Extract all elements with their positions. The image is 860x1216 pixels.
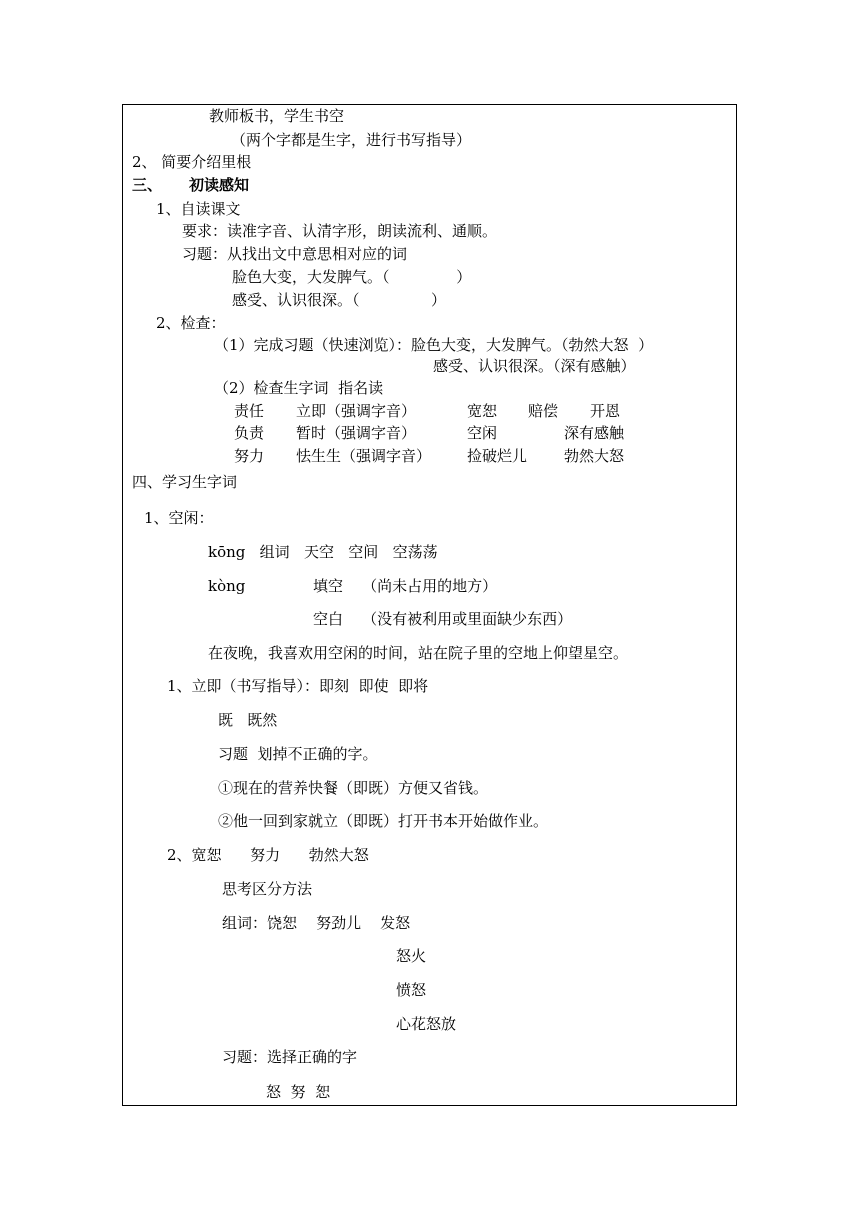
vocab-cell: 开恩 (590, 402, 621, 420)
text-line: 要求：读准字音、认清字形，朗读流利、通顺。 (182, 222, 498, 240)
vocab-cell: 责任 (234, 402, 265, 420)
vocab-cell: 深有感触 (564, 424, 625, 442)
text-line: 2、 简要介绍里根 (132, 153, 252, 171)
section-heading: 四、学习生字词 (132, 473, 238, 491)
text-line: 2、宽恕 努力 勃然大怒 (167, 846, 369, 864)
text-line: ①现在的营养快餐（即既）方便又省钱。 (218, 779, 489, 797)
lesson-plan-table-cell (122, 104, 737, 1106)
text-line: （1）完成习题（快速浏览）：脸色大变，大发脾气。（勃然大怒 ） (214, 336, 654, 354)
vocab-cell: 怯生生（强调字音） (296, 447, 432, 465)
section-number: 三、 (132, 176, 163, 194)
vocab-cell: 暂时（强调字音） (296, 424, 417, 442)
vocab-cell: 赔偿 (528, 402, 559, 420)
text-line: （两个字都是生字，进行书写指导） (231, 131, 472, 149)
text-line: 感受、认识很深。（ ） (232, 291, 447, 309)
text-line: 1、立即（书写指导）：即刻 即使 即将 (167, 677, 429, 695)
vocab-cell: 宽恕 (467, 402, 498, 420)
text-line: 心花怒放 (396, 1015, 457, 1033)
text-line: 1、自读课文 (156, 200, 241, 218)
text-line: 在夜晚，我喜欢用空闲的时间，站在院子里的空地上仰望星空。 (208, 644, 629, 662)
section-heading: 初读感知 (189, 176, 250, 194)
vocab-cell: 空闲 (467, 424, 498, 442)
vocab-cell: 负责 (234, 424, 265, 442)
text-line: 习题：选择正确的字 (222, 1048, 358, 1066)
text-line: 既 既然 (218, 711, 278, 729)
text-line: 习题：从找出文中意思相对应的词 (182, 245, 408, 263)
pinyin: kòng (208, 577, 246, 595)
text-line: 思考区分方法 (222, 880, 313, 898)
text-line: 脸色大变，大发脾气。（ ） (232, 268, 472, 286)
text-line: （2）检查生字词 指名读 (214, 379, 384, 397)
text-line: 怒 努 恕 (266, 1083, 331, 1101)
text-line: 愤怒 (396, 981, 427, 999)
text-line: kōng 组词 天空 空间 空荡荡 (208, 543, 438, 561)
text-line: 填空 （尚未占用的地方） (313, 577, 498, 595)
vocab-cell: 立即（强调字音） (296, 402, 417, 420)
vocab-cell: 捡破烂儿 (467, 447, 528, 465)
text-line: 空白 （没有被利用或里面缺少东西） (313, 610, 573, 628)
text-line: 怒火 (396, 947, 427, 965)
text-line: 2、检查： (156, 314, 226, 332)
text-line: 习题 划掉不正确的字。 (218, 745, 378, 763)
text-line: ②他一回到家就立（即既）打开书本开始做作业。 (218, 812, 549, 830)
text-line: 组词：饶恕 努劲儿 发怒 (222, 914, 411, 932)
text-line: 教师板书，学生书空 (209, 107, 345, 125)
vocab-cell: 努力 (234, 447, 265, 465)
text-line: 1、空闲： (144, 509, 214, 527)
vocab-cell: 勃然大怒 (564, 447, 625, 465)
text-line: 感受、认识很深。（深有感触） (433, 357, 636, 375)
